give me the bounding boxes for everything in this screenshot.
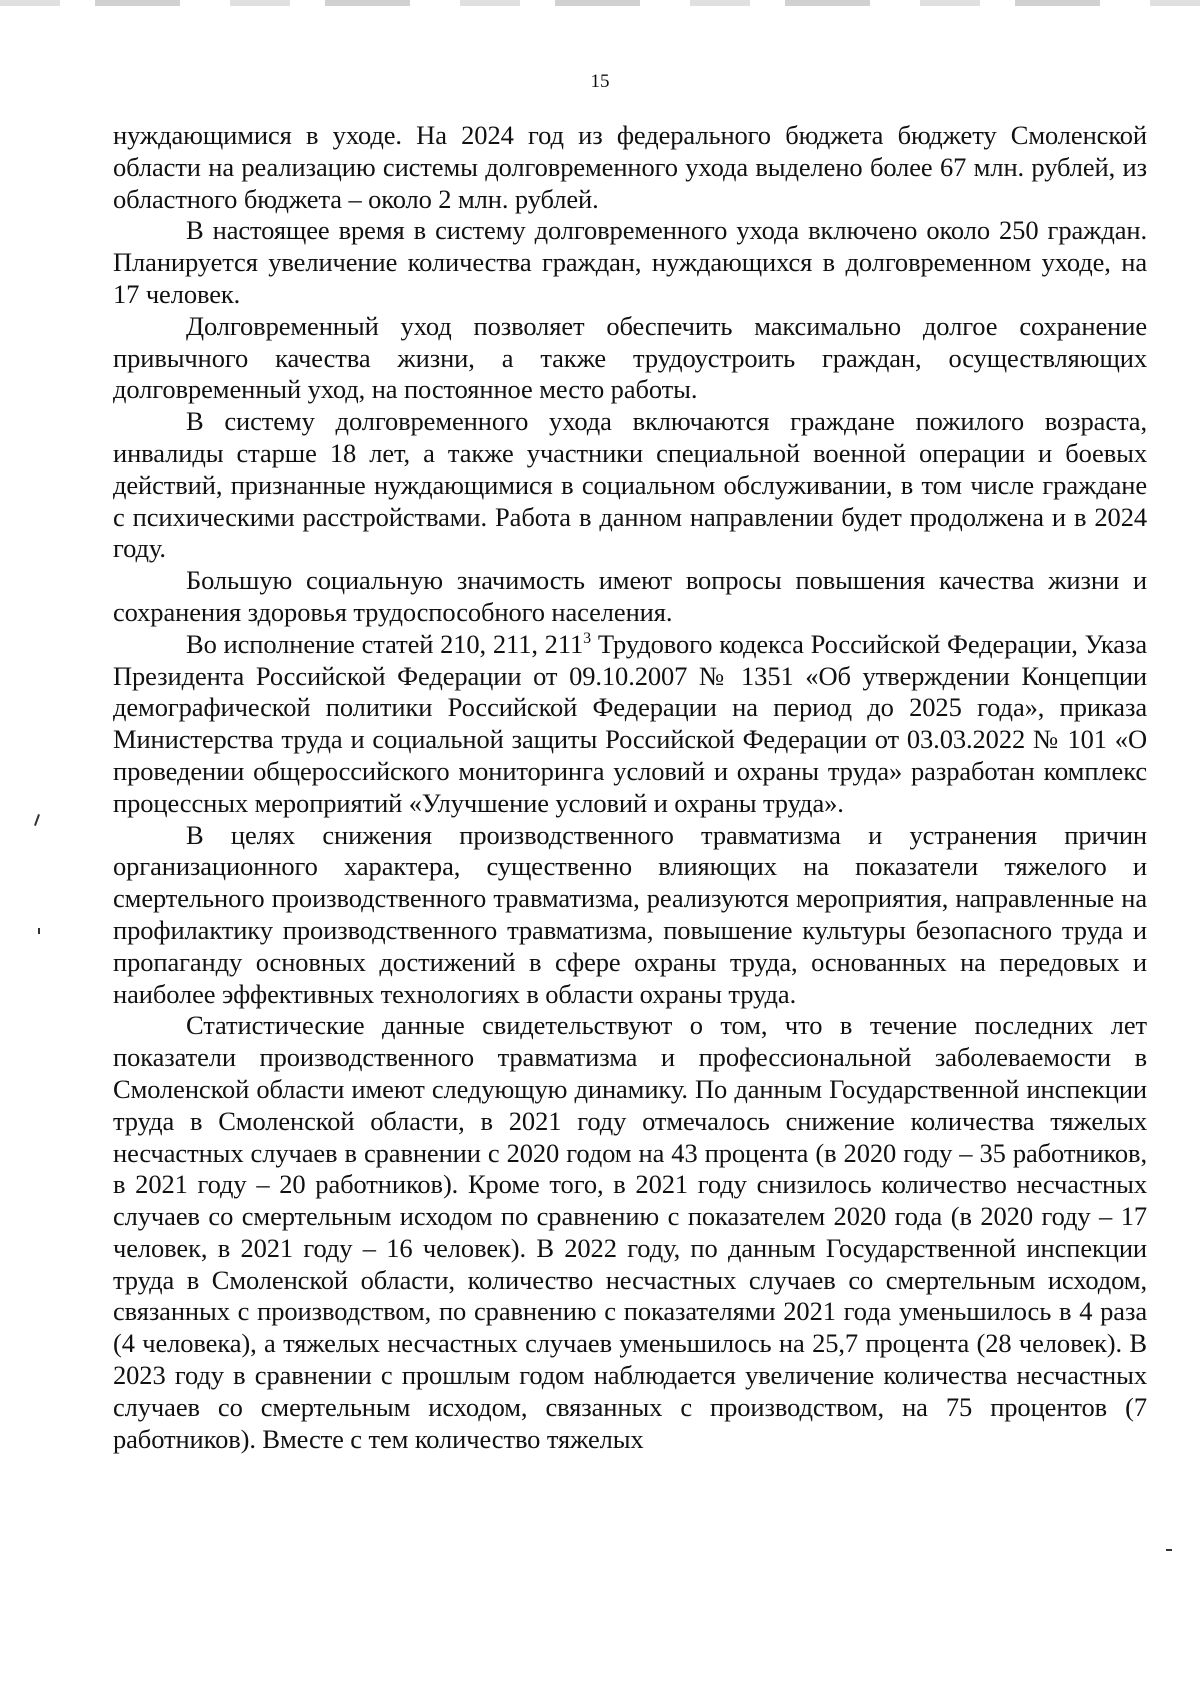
paragraph-injury-prevention: В целях снижения производственного травматизма и устранения причин организационного характера, существенно влияющих на показатели тяжелого и смертельного производственного травматизма, реализуются мероприятия, направленные на профилактику производственного травматизма, повышение культуры безопасного труда и пропаганду основных достижений в сфере охраны труда, основанных на передовых и наиболее эффективных технологиях в области охраны труда.: [113, 819, 1147, 1009]
paragraph-care-funding: нуждающимися в уходе. На 2024 год из федерального бюджета бюджету Смоленской области на реализацию системы долговременного ухода выделено более 67 млн. рублей, из областного бюджета – около 2 млн. рублей.: [113, 120, 1147, 214]
paragraph-care-eligibility: В систему долговременного ухода включаются граждане пожилого возраста, инвалиды старше 18 лет, а также участники специальной военной операции и боевых действий, признанные нуждающимися в социальном обслуживании, в том числе граждане с психическими расстройствами. Работа в данном направлении будет продолжена и в 2024 году.: [113, 406, 1147, 564]
scan-edge-artifact: [0, 0, 1200, 6]
paragraph-statistics: Статистические данные свидетельствуют о том, что в течение последних лет показатели производственного травматизма и профессиональной заболеваемости в Смоленской области имеют следующую динамику. По данным Государственной инспекции труда в Смоленской области, в 2021 году отмечалось снижение количества тяжелых несчастных случаев в сравнении с 2020 годом на 43 процента (в 2020 году – 35 работников, в 2021 году – 20 работников). Кроме того, в 2021 году снизилось количество несчастных случаев со смертельным исходом по сравнению с показателем 2020 года (в 2020 году – 17 человек, в 2021 году – 16 человек). В 2022 году, по данным Государственной инспекции труда в Смоленской области, количество несчастных случаев со смертельным исходом, связанных с производством, по сравнению с показателями 2021 года уменьшилось в 4 раза (4 человека), а тяжелых несчастных случаев уменьшилось на 25,7 процента (28 человек). В 2023 году в сравнении с прошлым годом наблюдается увеличение количества несчастных случаев со смертельным исходом, связанных с производством, на 75 процентов (7 работников). Вместе с тем количество тяжелых: [113, 1010, 1147, 1454]
labor-code-text-end: Трудового кодекса Российской Федерации, Указа Президента Российской Федерации от 09.10.2007 № 1351 «Об утверждении Концепции демографической политики Российской Федерации на период до 2025 года», приказа Министерства труда и социальной защиты Российской Федерации от 03.03.2022 № 101 «О проведении общероссийского мониторинга условий и охраны труда» разработан комплекс процессных мероприятий «Улучшение условий и охраны труда».: [113, 628, 1147, 818]
page-number: 15: [590, 71, 610, 92]
paragraph-care-benefits: Долговременный уход позволяет обеспечить максимально долгое сохранение привычного качества жизни, а также трудоустроить граждан, осуществляющих долговременный уход, на постоянное место работы.: [113, 310, 1147, 405]
article-superscript: 3: [583, 629, 592, 647]
paragraph-labor-code: [113, 629, 1147, 820]
scan-mark: [34, 814, 40, 826]
scan-mark: [1166, 1549, 1172, 1551]
document-body: [113, 120, 1147, 1455]
scan-mark: [38, 928, 40, 934]
paragraph-social-significance: Большую социальную значимость имеют вопросы повышения качества жизни и сохранения здоровья трудоспособного населения.: [113, 565, 1147, 627]
paragraph-care-enrollment: В настоящее время в систему долговременного ухода включено около 250 граждан. Планируется увеличение количества граждан, нуждающихся в долговременном уходе, на 17 человек.: [113, 215, 1147, 309]
labor-code-text-start: Во исполнение статей 210, 211, 211: [186, 628, 584, 659]
